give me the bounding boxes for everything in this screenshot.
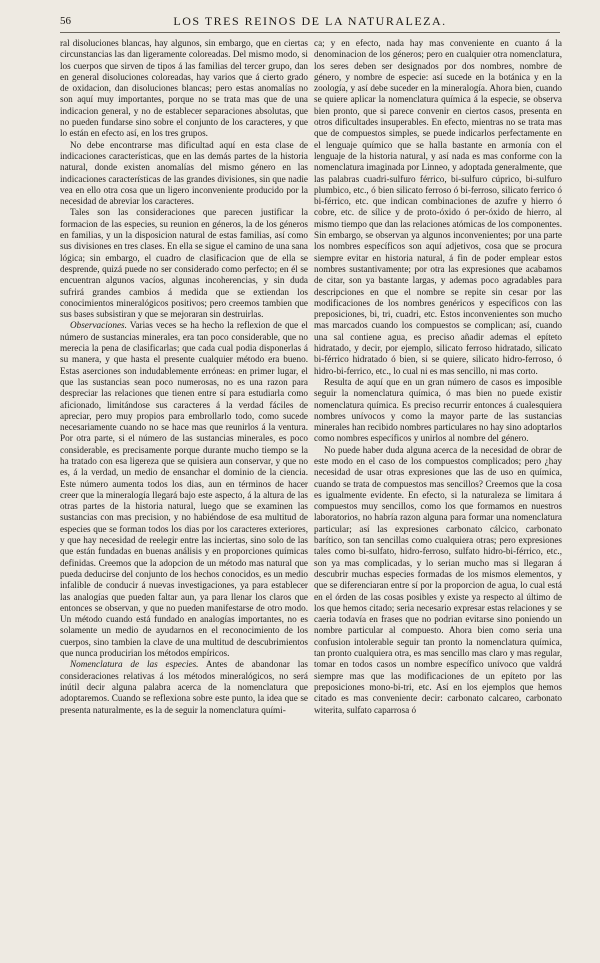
- left-column: [60, 38, 308, 963]
- paragraph: No puede haber duda alguna acerca de la necesidad de obrar de este modo en el caso de los compuestos complicados; pero ¿hay necesidad de usar otras expresiones que las de uso en química, cuando se trata de compuestos mas sencillos? Creemos que la cosa es igualmente evidente. En efecto, si la naturaleza se limitara á compuestos muy sencillos, como los que formamos en nuestros laboratorios, no habría razon alguna para formar una nomenclatura particular; así las expresiones carbonato cálcico, carbonato barítico, son tan sencillas como cualquiera otras; pero expresiones tales como bi-sulfato, hidro-ferroso, sulfato hidro-bi-férrico, etc., son ya mas complicadas, y lo serian mucho mas si llegaran á descubrir muchas especies formadas de los mismos elementos, y que se diferenciaran entre sí por la proporcion de agua, lo cual está en el órden de las cosas posibles y existe ya respecto al último de los que hemos citado; seria necesario expresar estas relaciones y se caeria todavía en frases que no podrian evitarse sino poniendo un nombre particular al compuesto. Ahora bien como seria una confusion intolerable seguir tan pronto la nomenclatura química, tan pronto cualquiera otra, es mas sencillo mas claro y mas regular, tomar en todos casos un nombre específico unívoco que valdrá siempre mas que las modificaciones de un epíteto por las preposiciones mono-bi-tri, etc. Así en los ejemplos que hemos citado es mas conveniente decir: carbonato calcareo, carbonato witerita, sulfato caparrosa ó: [314, 444, 562, 715]
- section-heading: Observaciones.: [70, 320, 127, 331]
- page-header: [60, 12, 560, 33]
- right-column: [314, 38, 562, 963]
- paragraph-text: Antes de abandonar las consideraciones relativas á los métodos mineralógicos, no será inútil decir alguna palabra acerca de la nomenclatura que adoptaremos. Cuando se reflexiona sobre este punto, la idea que se presenta naturalmente, es la de seguir la nomenclatura quími-: [60, 659, 308, 715]
- paragraph: [60, 320, 308, 659]
- paragraph: Tales son las consideraciones que parecen justificar la formacion de las especies, su reunion en géneros, la de los géneros en familias, y un la disposicion natural de estas familias, así como sus divisiones en tres clases. En ella se sigue el camino de una sana lógica; sin embargo, el cuadro de clasificacion que de ella se desprende, quizá puede no ser considerado como perfecto; en él se encuentran algunos vacíos, algunas incoherencias, y sin duda sufrirá grandes cambios á medida que se extiendan los conocimientos mineralógicos positivos; pero creemos tambien que sus bases subsistiran y que se mejoraran sin destruirlas.: [60, 207, 308, 320]
- paragraph: ca; y en efecto, nada hay mas conveniente en cuanto á la denominacion de los géneros; pero en cualquier otra nomenclatura, los seres deben ser designados por dos nombres, nombre de género, y nombre de especie: así sucede en la botánica y en la zoología, y así debe suceder en la mineralogía. Ahora bien, cuando se quiere aplicar la nomenclatura química á la especie, se observa bien pronto, que si parece convenir en ciertos casos, presenta en otros dificultades insuperables. En efecto, mientras no se trata mas que de compuestos simples, se puede indicarlos perfectamente en el lenguaje químico que se halla bastante en armonía con el lenguaje de la historia natural, y así nada es mas conforme con la nomenclatura imaginada por Linneo, y adoptada generalmente, que las palabras cuadri-sulfuro férrico, bi-sulfuro cúprico, bi-sulfuro plumbico, etc., ó bien silicato ferroso ó bi-ferroso, silicato ferrico ó bi-férrico, etc. que indican combinaciones de azufre y hierro ó cobre, etc. de sílice y de proto-óxido ó per-óxido de hierro, al mismo tiempo que dan las relaciones atómicas de los componentes. Sin embargo, se observan ya algunos inconvenientes; por una parte los nombres específicos son aquí adjetivos, cosa que se procura siempre evitar en historia natural, á fin de poder emplear estos nombres sustantivamente; por otra las expresiones que acabamos de citar, son ya bastante largas, y ademas poco agradables para descripciones en que el nombre se repite sin cesar por las modificaciones de los nombres genéricos y específicos con las preposiciones, bi, tri, cuadri, etc. Estos inconvenientes son mucho mas marcados cuando los compuestos se complican; así, cuando una sal contiene agua, es preciso añadir ademas el epíteto hidratado, y decir, por ejemplo, silicato ferroso hidratado, silicato bi-férrico hidratado ó bien, si se quiere, silicato hidro-ferroso, ó hidro-bi-ferrico, etc., lo cual ni es mas sencillo, ni mas corto.: [314, 38, 562, 376]
- section-heading: Nomenclatura de las especies.: [70, 659, 199, 670]
- paragraph: Resulta de aquí que en un gran número de casos es imposible seguir la nomenclatura química, ó mas bien no puede existir nomenclatura química. Es preciso recurrir entonces á cualesquiera nombres unívocos y como la mayor parte de las sustancias minerales han recibido nombres particulares no hay sino adoptarlos como nombres específicos y unirlos al nombre del género.: [314, 376, 562, 444]
- running-head: LOS TRES REINOS DE LA NATURALEZA.: [173, 14, 447, 28]
- paragraph: [60, 659, 308, 715]
- paragraph: No debe encontrarse mas dificultad aquí en esta clase de indicaciones características, que en las demás partes de la historia natural, donde existen anomalías del mismo género en las indicaciones características de las grandes divisiones, sin que nadie vea en ello otra cosa que un ligero inconveniente producido por la necesidad de abreviar los caracteres.: [60, 139, 308, 207]
- paragraph: ral disoluciones blancas, hay algunos, sin embargo, que en ciertas circunstancias las dan ligeramente coloreadas. Del mismo modo, si los cuerpos que sirven de tipos á las familias del tercer grupo, dan en general disoluciones coloreadas, hay varios que á cierto grado de oxidacion, dan disoluciones blancas; pero estas anomalías no son aquí muy importantes, porque no se trata mas que de una indicacion general, y no de establecer separaciones absolutas, que no pueden fundarse sino sobre el conjunto de los caracteres, y que lo están en efecto así, en los tres grupos.: [60, 38, 308, 139]
- page-number: 56: [60, 15, 71, 27]
- paragraph-text: Varias veces se ha hecho la reflexion de que el número de sustancias minerales, era tan poco considerable, que no merecia la pena de clasificarlas; que cada cual podia disponerlas á su manera, y que hasta el presente cualquier método era bueno. Estas aserciones son indudablemente erróneas: en primer lugar, el que las sustancias sean poco numerosas, no es una razon para despreciar las relaciones que tienen entre sí para estudiarla como aficionado, limitándose sus caracteres á la verdad fáciles de apreciar, pero muy propios para embrollarlo todo, como sucede necesariamente cuando no se hace mas que reunirlos á la ventura. Por otra parte, si el número de las sustancias minerales, es poco considerable, es precisamente porque durante mucho tiempo se la ha tratado con esa ligereza que se quisiera aun conservar, y que no es, á la verdad, un medio de ensanchar el dominio de la ciencia. Este número aumenta todos los dias, aun en términos de hacer creer que la mineralogía llegará bajo este aspecto, á la altura de las otras partes de la historia natural, luego que se examinen las sustancias con mas precision, y no habiéndose de esa multitud de especies que se forman todos los dias por los caracteres exteriores, y que hay necesidad de reelegir entre las inciertas, sino solo de las que están fundadas en buenas análisis y en proporciones químicas definidas. Creemos que la adopcion de un método mas natural que pueda deducirse del conjunto de los hechos conocidos, es un medio infalible de conducir á nuevas investigaciones, ya para establecer las analogías que pueden faltar aun, ya para llenar los claros que entonces se observan, y que no pueden manifestarse de otro modo. Un método cuando está fundado en analogías importantes, no es solamente un medio de ayudarnos en el reconocimiento de los cuerpos, sino tambien la clave de una multitud de descubrimientos que nunca producirian los métodos empíricos.: [60, 320, 308, 659]
